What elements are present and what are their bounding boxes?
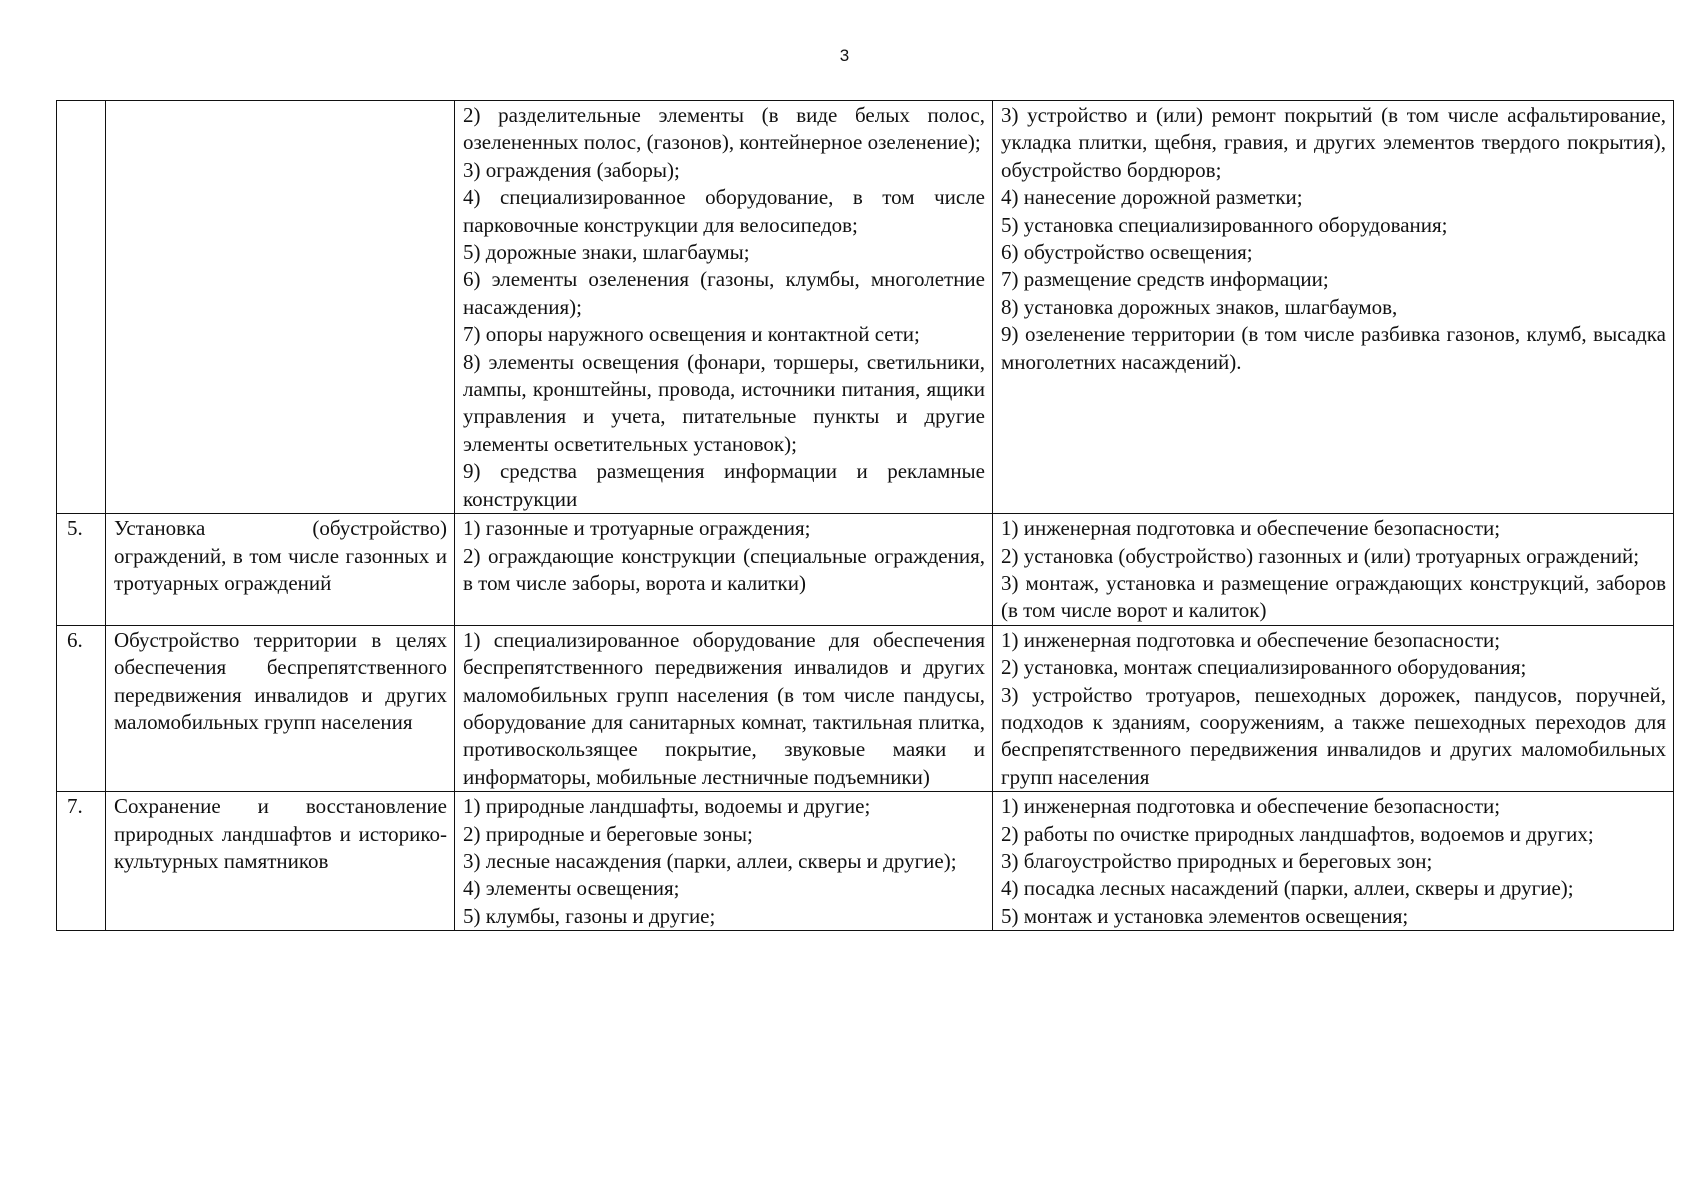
list-item: 6) элементы озеленения (газоны, клумбы, многолетние насаждения); — [463, 267, 985, 319]
list-item: 1) инженерная подготовка и обеспечение безопасности; — [1001, 516, 1501, 541]
improvement-works-table — [56, 100, 1674, 931]
page-number: 3 — [839, 46, 850, 65]
list-item: 8) элементы освещения (фонари, торшеры, светильники, лампы, кронштейны, провода, источники питания, ящики управления и учета, питательные пункты и другие элементы осветительных установок); — [463, 349, 985, 456]
list-item: 3) лесные насаждения (парки, аллеи, скверы и другие); — [463, 848, 957, 873]
list-item: 6) обустройство освещения; — [1001, 240, 1253, 265]
list-item: 8) установка дорожных знаков, шлагбаумов, — [1001, 294, 1398, 319]
row-name-cell: Обустройство территории в целях обеспечения беспрепятственного передвижения инвалидов и других маломобильных групп населения — [106, 625, 455, 791]
list-item: 3) благоустройство природных и береговых зон; — [1001, 848, 1433, 873]
list-item: 5) монтаж и установка элементов освещения; — [1001, 903, 1409, 928]
list-item: 4) посадка лесных насаждений (парки, аллеи, скверы и другие); — [1001, 876, 1574, 901]
list-item: 1) специализированное оборудование для обеспечения беспрепятственного передвижения инвалидов и других маломобильных групп населения (в том числе пандусы, оборудование для санитарных комнат, тактильная плитка, противоскользящее покрытие, звуковые маяки и информаторы, мобильные лестничные подъемники) — [463, 627, 985, 789]
row-works-cell — [993, 514, 1674, 626]
list-item: 5) установка специализированного оборудования; — [1001, 212, 1448, 237]
row-name-cell: Сохранение и восстановление природных ландшафтов и историко-культурных памятников — [106, 792, 455, 931]
list-item: 1) газонные и тротуарные ограждения; — [463, 516, 811, 541]
table-row — [57, 101, 1674, 514]
list-item: 5) дорожные знаки, шлагбаумы; — [463, 240, 750, 265]
list-item: 2) установка, монтаж специализированного оборудования; — [1001, 655, 1527, 680]
list-item: 9) озеленение территории (в том числе разбивка газонов, клумб, высадка многолетних насаждений). — [1001, 322, 1666, 374]
row-number-cell: 7. — [57, 792, 106, 931]
list-item: 4) нанесение дорожной разметки; — [1001, 185, 1303, 210]
table-row — [57, 625, 1674, 791]
row-name-cell — [106, 101, 455, 514]
row-objects-cell — [455, 514, 993, 626]
table-row — [57, 514, 1674, 626]
list-item: 4) специализированное оборудование, в том числе парковочные конструкции для велосипедов; — [463, 185, 985, 237]
list-item: 2) ограждающие конструкции (специальные ограждения, в том числе заборы, ворота и калитки) — [463, 543, 985, 595]
list-item: 1) инженерная подготовка и обеспечение безопасности; — [1001, 794, 1501, 819]
list-item: 7) опоры наружного освещения и контактной сети; — [463, 322, 920, 347]
row-works-cell — [993, 792, 1674, 931]
list-item: 2) природные и береговые зоны; — [463, 821, 753, 846]
row-number-cell: 6. — [57, 625, 106, 791]
list-item: 1) природные ландшафты, водоемы и другие; — [463, 794, 871, 819]
list-item: 1) инженерная подготовка и обеспечение безопасности; — [1001, 627, 1501, 652]
row-number-cell — [57, 101, 106, 514]
list-item: 2) разделительные элементы (в виде белых полос, озелененных полос, (газонов), контейнерное озеленение); — [463, 103, 985, 155]
row-objects-cell — [455, 792, 993, 931]
list-item: 3) монтаж, установка и размещение ограждающих конструкций, заборов (в том числе ворот и калиток) — [1001, 570, 1666, 623]
table-row — [57, 792, 1674, 931]
row-works-cell — [993, 101, 1674, 514]
list-item: 2) работы по очистке природных ландшафтов, водоемов и других; — [1001, 821, 1594, 846]
list-item: 4) элементы освещения; — [463, 876, 680, 901]
list-item: 3) ограждения (заборы); — [463, 157, 680, 182]
row-works-cell — [993, 625, 1674, 791]
list-item: 2) установка (обустройство) газонных и (или) тротуарных ограждений; — [1001, 543, 1640, 568]
list-item: 5) клумбы, газоны и другие; — [463, 903, 716, 928]
row-number-cell: 5. — [57, 514, 106, 626]
list-item: 3) устройство и (или) ремонт покрытий (в том числе асфальтирование, укладка плитки, щебня, гравия, и других элементов твердого покрытия), обустройство бордюров; — [1001, 103, 1666, 182]
list-item: 3) устройство тротуаров, пешеходных дорожек, пандусов, поручней, подходов к зданиям, сооружениям, а также пешеходных переходов для беспрепятственного передвижения инвалидов и других маломобильных групп населения — [1001, 682, 1666, 789]
row-objects-cell — [455, 625, 993, 791]
row-name-cell: Установка (обустройство) ограждений, в том числе газонных и тротуарных ограждений — [106, 514, 455, 626]
row-objects-cell — [455, 101, 993, 514]
list-item: 7) размещение средств информации; — [1001, 267, 1329, 292]
list-item: 9) средства размещения информации и рекламные конструкции — [463, 459, 985, 511]
